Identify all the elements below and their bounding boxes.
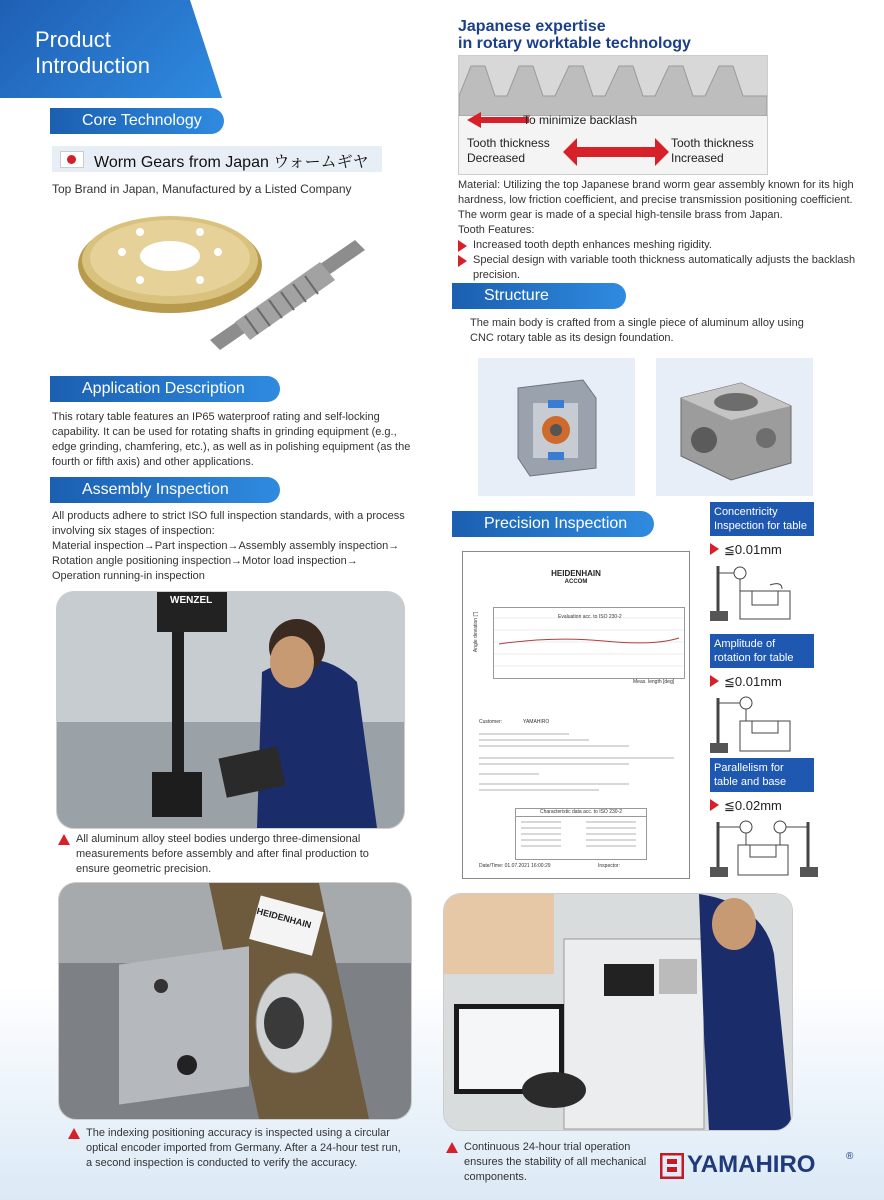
spec-label: Concentricity Inspection for table	[710, 502, 814, 536]
parallelism-diagram	[710, 817, 820, 877]
report-x-axis: Meas. length [deg]	[633, 679, 675, 685]
application-text: This rotary table features an IP65 waterproof rating and self-locking capability. It can be used for rotating shafts in grinding equipment (e.g., edge grinding, chamfering, etc.), as well as in polishing equipment (as the fourth or fifth axis) and other applications.	[52, 411, 411, 468]
expertise-title: Japanese expertise in rotary worktable technology	[458, 18, 691, 52]
core-tagline: Top Brand in Japan, Manufactured by a Listed Company	[52, 182, 352, 196]
arrow-left-icon	[467, 112, 529, 128]
report-customer-value: YAMAHIRO	[523, 719, 550, 725]
precision-spec-concentricity	[710, 502, 870, 626]
heidenhain-report	[462, 551, 690, 879]
japan-flag-icon	[60, 151, 84, 168]
report-customer-label: Customer:	[479, 719, 503, 725]
trial-operation-photo	[443, 893, 793, 1131]
thickness-decreased-label: Tooth thickness Decreased	[467, 136, 550, 165]
encoder-caption: The indexing positioning accuracy is inspected using a circular optical encoder imported from Germany. After a 24-hour test run, a second inspection is conducted to verify the accuracy.	[68, 1126, 408, 1171]
minimize-backlash-label: To minimize backlash	[523, 113, 638, 127]
gear-teeth-graphic	[459, 56, 767, 116]
report-y-axis: Angle deviation ["]	[473, 612, 479, 653]
bullet-icon	[458, 240, 467, 252]
feature-item: Increased tooth depth enhances meshing rigidity.	[458, 238, 868, 253]
report-date: Date/Time: 01.07.2021 16:00:29	[479, 863, 551, 869]
brand-registered-mark: ®	[846, 1151, 854, 1162]
assembly-text: All products adhere to strict ISO full inspection standards, with a process involving six stages of inspection: Material inspection→Part inspection→Assembly assembly inspection→ Rotation angle positioning inspection→Motor load inspection→ Operation running-in inspection	[52, 510, 405, 582]
spec-label: Amplitude of rotation for table	[710, 634, 814, 668]
bullet-icon	[458, 255, 467, 267]
structure-heading: Structure	[452, 283, 626, 309]
wenzel-caption: All aluminum alloy steel bodies undergo three-dimensional measurements before assembly and after final production to ensure geometric precision.	[58, 832, 398, 877]
spec-value: ≦0.01mm	[710, 673, 870, 691]
brand-name: YAMAHIRO	[687, 1151, 816, 1178]
precision-spec-amplitude	[710, 634, 870, 758]
encoder-inspection-photo	[58, 882, 412, 1120]
spec-marker-icon	[710, 675, 719, 687]
caption-marker-icon	[68, 1128, 80, 1139]
yamahiro-mark-icon	[660, 1153, 684, 1179]
heidenhain-sign: HEIDENHAIN	[255, 905, 313, 931]
thickness-increased-label: Tooth thickness Increased	[671, 136, 754, 165]
amplitude-diagram	[710, 693, 800, 753]
page-title: Product Introduction	[35, 27, 150, 78]
wenzel-logo: WENZEL	[170, 595, 213, 606]
double-arrow-icon	[563, 138, 669, 166]
wenzel-measurement-photo	[56, 591, 405, 829]
core-technology-heading: Core Technology	[50, 108, 224, 134]
spec-label: Parallelism for table and base	[710, 758, 814, 792]
structure-text: The main body is crafted from a single piece of aluminum alloy using CNC rotary table as its design foundation.	[470, 317, 804, 344]
report-chart-title: Evaluation acc. to ISO 230-2	[558, 614, 622, 620]
concentricity-diagram	[710, 561, 800, 621]
material-text: Material: Utilizing the top Japanese brand worm gear assembly known for its high hardness, low friction coefficient, and precise transmission positioning coefficient. The worm gear is made of a special high-tensile brass from Japan. Tooth Features: Increased tooth depth enhances meshing rigidity. Special design with variable tooth thickness automatically adjusts the backlash precision.	[458, 178, 868, 283]
spec-marker-icon	[710, 799, 719, 811]
application-heading: Application Description	[50, 376, 280, 402]
report-sub: ACCOM	[564, 579, 588, 585]
precision-spec-parallelism	[710, 758, 870, 882]
structure-cutaway-image	[478, 358, 635, 496]
worm-gear-title-bar	[52, 146, 382, 172]
structure-housing-image	[656, 358, 813, 496]
report-parameters	[479, 730, 674, 800]
spec-value: ≦0.02mm	[710, 797, 870, 815]
worm-gear-image	[60, 200, 380, 360]
worm-gear-title: Worm Gears from Japan ウォームギヤ	[94, 154, 369, 171]
assembly-heading: Assembly Inspection	[50, 477, 280, 503]
caption-marker-icon	[446, 1142, 458, 1153]
report-inspector: Inspector:	[598, 863, 620, 869]
report-brand: HEIDENHAIN	[551, 569, 601, 578]
spec-value: ≦0.01mm	[710, 541, 870, 559]
precision-heading: Precision Inspection	[452, 511, 654, 537]
report-characteristics-table	[515, 808, 647, 860]
feature-item: Special design with variable tooth thickness automatically adjusts the backlash precision.	[458, 253, 868, 283]
trial-caption: Continuous 24-hour trial operation ensures the stability of all mechanical components.	[446, 1140, 656, 1185]
tooth-diagram	[458, 55, 768, 175]
yamahiro-logo	[660, 1151, 860, 1181]
report-characteristics-title: Characteristic data acc. to ISO 230-2	[516, 809, 646, 817]
spec-marker-icon	[710, 543, 719, 555]
caption-marker-icon	[58, 834, 70, 845]
